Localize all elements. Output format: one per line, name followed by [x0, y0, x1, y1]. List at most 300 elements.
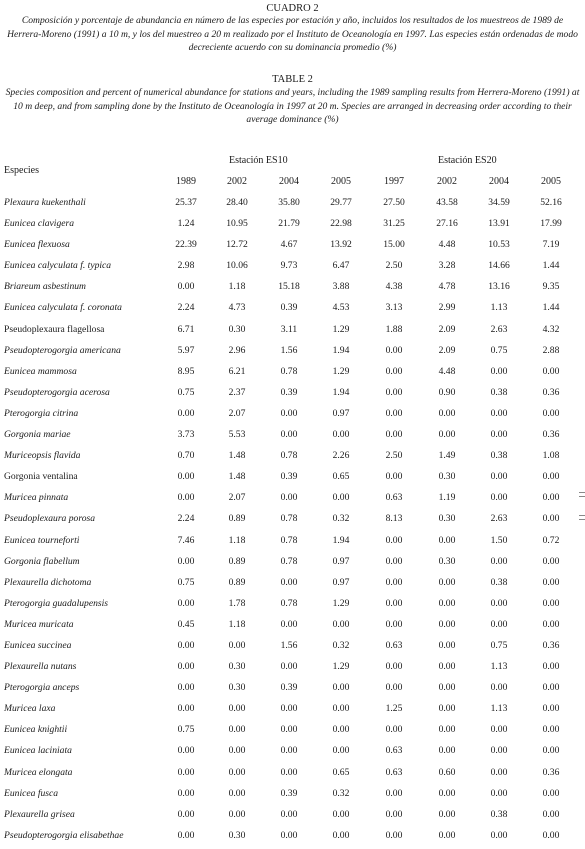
- abundance-value: 6.47: [332, 260, 350, 272]
- abundance-value: 5.97: [177, 344, 195, 356]
- abundance-value: 1.56: [280, 344, 298, 356]
- abundance-value: 2.50: [385, 450, 403, 462]
- abundance-value: 15.00: [383, 239, 405, 251]
- abundance-value: 0.00: [438, 808, 456, 820]
- abundance-value: 1.13: [490, 703, 508, 715]
- species-name: Gorgonia ventalina: [4, 471, 78, 483]
- abundance-value: 3.13: [385, 302, 403, 314]
- abundance-value: 0.00: [542, 745, 560, 757]
- table-row: [0, 195, 585, 216]
- abundance-value: 2.99: [438, 302, 456, 314]
- abundance-value: 31.25: [383, 218, 405, 230]
- abundance-value: 0.32: [332, 787, 350, 799]
- abundance-value: 0.00: [542, 492, 560, 504]
- abundance-value: 1.94: [332, 344, 350, 356]
- abundance-value: 2.26: [332, 450, 350, 462]
- abundance-value: 1.13: [490, 302, 508, 314]
- abundance-value: 0.00: [280, 407, 298, 419]
- abundance-value: 22.98: [330, 218, 352, 230]
- species-header: Especies: [4, 165, 39, 176]
- abundance-value: 0.00: [438, 724, 456, 736]
- abundance-value: 3.11: [280, 323, 298, 335]
- abundance-value: 2.09: [438, 323, 456, 335]
- caption-es-label: CUADRO 2: [266, 3, 319, 14]
- abundance-value: 0.00: [280, 745, 298, 757]
- table-row: [0, 638, 585, 659]
- abundance-value: 43.58: [436, 197, 458, 208]
- abundance-value: 7.46: [177, 534, 195, 546]
- abundance-value: 0.00: [490, 365, 508, 377]
- abundance-value: 0.00: [228, 703, 246, 715]
- abundance-value: 0.00: [438, 829, 456, 841]
- abundance-value: 0.00: [490, 471, 508, 483]
- abundance-value: 1.29: [332, 597, 350, 609]
- abundance-value: 0.00: [177, 682, 195, 694]
- abundance-value: 0.30: [228, 661, 246, 673]
- abundance-value: 1.48: [228, 471, 246, 483]
- table-row: [0, 258, 585, 279]
- abundance-value: 1.56: [280, 639, 298, 651]
- abundance-value: 0.32: [332, 639, 350, 651]
- abundance-value: 0.00: [542, 471, 560, 483]
- table-row: [0, 659, 585, 680]
- abundance-value: 0.00: [385, 597, 403, 609]
- abundance-value: 0.00: [228, 766, 246, 778]
- abundance-value: 0.97: [332, 407, 350, 419]
- species-name: Plexaurella dichotoma: [4, 576, 92, 588]
- abundance-value: 0.00: [438, 429, 456, 441]
- abundance-value: 0.38: [490, 808, 508, 820]
- abundance-value: 9.73: [280, 260, 298, 272]
- abundance-value: 0.00: [385, 808, 403, 820]
- abundance-value: 4.32: [542, 323, 560, 335]
- abundance-value: 0.00: [542, 808, 560, 820]
- abundance-value: 2.50: [385, 260, 403, 272]
- species-name: Muricea muricata: [4, 618, 74, 630]
- abundance-value: 15.18: [278, 281, 300, 293]
- abundance-value: 0.39: [280, 471, 298, 483]
- year-header: 2004: [279, 176, 299, 187]
- table-row: [0, 765, 585, 786]
- abundance-value: 4.73: [228, 302, 246, 314]
- abundance-value: 0.00: [385, 661, 403, 673]
- abundance-value: 17.99: [540, 218, 562, 230]
- page-edge-mark: [579, 519, 585, 520]
- abundance-value: 0.72: [542, 534, 560, 546]
- abundance-value: 0.30: [438, 555, 456, 567]
- abundance-value: 6.21: [228, 365, 246, 377]
- abundance-value: 0.00: [490, 682, 508, 694]
- abundance-value: 0.00: [490, 766, 508, 778]
- abundance-value: 0.30: [228, 323, 246, 335]
- abundance-value: 2.24: [177, 302, 195, 314]
- page-edge-mark: [579, 492, 585, 493]
- abundance-value: 1.25: [385, 703, 403, 715]
- abundance-value: 25.37: [175, 197, 197, 208]
- abundance-value: 0.78: [280, 450, 298, 462]
- abundance-value: 0.63: [385, 745, 403, 757]
- abundance-value: 0.00: [280, 618, 298, 630]
- abundance-value: 0.78: [280, 534, 298, 546]
- abundance-value: 0.00: [542, 703, 560, 715]
- abundance-value: 27.16: [436, 218, 458, 230]
- species-name: Muricea elongata: [4, 766, 73, 778]
- abundance-value: 1.24: [177, 218, 195, 230]
- page-edge-mark: [579, 496, 585, 497]
- abundance-value: 0.00: [177, 787, 195, 799]
- caption-en-text: Species composition and percent of numerical abundance for stations and years, including the 1989 sampling results from Herrera-Moreno (1991) at 10 m deep, and from sampling done by the Instituto de Oceanología in 1997 at 20 m. Species are arranged in decreasing order according to their average dominance (%): [5, 87, 580, 125]
- species-name: Muricea laxa: [4, 703, 56, 715]
- abundance-value: 2.96: [228, 344, 246, 356]
- year-header: 1989: [176, 176, 196, 187]
- abundance-value: 1.50: [490, 534, 508, 546]
- abundance-value: 1.18: [228, 618, 246, 630]
- abundance-value: 0.78: [280, 555, 298, 567]
- species-name: Plexaurella grisea: [4, 808, 75, 820]
- abundance-value: 0.00: [332, 429, 350, 441]
- abundance-value: 0.90: [438, 386, 456, 398]
- species-name: Muriceopsis flavida: [4, 450, 81, 462]
- table-row: [0, 279, 585, 300]
- abundance-value: 0.00: [542, 724, 560, 736]
- abundance-value: 3.88: [332, 281, 350, 293]
- abundance-value: 0.00: [490, 829, 508, 841]
- abundance-value: 0.00: [438, 682, 456, 694]
- species-name: Eunicea mammosa: [4, 365, 77, 377]
- abundance-value: 0.00: [280, 724, 298, 736]
- abundance-value: 0.00: [385, 407, 403, 419]
- abundance-value: 0.39: [280, 302, 298, 314]
- abundance-value: 0.65: [332, 766, 350, 778]
- station-es20-header: Estación ES20: [438, 155, 497, 166]
- abundance-value: 0.39: [280, 386, 298, 398]
- table-row: [0, 511, 585, 532]
- abundance-value: 0.00: [542, 597, 560, 609]
- abundance-value: 0.00: [385, 618, 403, 630]
- abundance-value: 13.92: [330, 239, 352, 251]
- table-row: [0, 617, 585, 638]
- abundance-value: 0.39: [280, 682, 298, 694]
- species-name: Pseudopterogorgia elisabethae: [4, 829, 124, 841]
- species-name: Eunicea clavigera: [4, 218, 75, 230]
- abundance-value: 1.88: [385, 323, 403, 335]
- abundance-value: 0.00: [542, 407, 560, 419]
- table-row: [0, 722, 585, 743]
- abundance-value: 0.00: [332, 492, 350, 504]
- abundance-value: 0.00: [177, 471, 195, 483]
- abundance-value: 0.00: [542, 618, 560, 630]
- abundance-value: 4.53: [332, 302, 350, 314]
- abundance-value: 0.00: [490, 724, 508, 736]
- abundance-value: 0.00: [438, 639, 456, 651]
- species-name: Muricea pinnata: [4, 492, 69, 504]
- abundance-value: 2.24: [177, 513, 195, 525]
- abundance-value: 0.00: [332, 703, 350, 715]
- abundance-value: 0.00: [385, 724, 403, 736]
- abundance-value: 8.95: [177, 365, 195, 377]
- table-row: [0, 807, 585, 828]
- abundance-value: 0.00: [177, 829, 195, 841]
- table-row: [0, 490, 585, 511]
- abundance-value: 0.38: [490, 450, 508, 462]
- abundance-value: 0.00: [438, 787, 456, 799]
- abundance-value: 1.29: [332, 323, 350, 335]
- abundance-value: 0.45: [177, 618, 195, 630]
- abundance-value: 0.00: [228, 724, 246, 736]
- table-row: [0, 680, 585, 701]
- abundance-value: 0.00: [177, 639, 195, 651]
- abundance-value: 0.75: [177, 724, 195, 736]
- abundance-value: 13.91: [488, 218, 510, 230]
- abundance-value: 1.48: [228, 450, 246, 462]
- abundance-value: 2.63: [490, 323, 508, 335]
- species-name: Pterogorgia citrina: [4, 407, 79, 419]
- abundance-value: 0.00: [332, 745, 350, 757]
- abundance-value: 0.00: [177, 766, 195, 778]
- abundance-value: 2.07: [228, 492, 246, 504]
- abundance-value: 0.70: [177, 450, 195, 462]
- abundance-value: 0.00: [438, 407, 456, 419]
- abundance-value: 0.00: [280, 661, 298, 673]
- abundance-value: 4.38: [385, 281, 403, 293]
- species-name: Eunicea fusca: [4, 787, 59, 799]
- abundance-value: 0.00: [490, 787, 508, 799]
- abundance-value: 0.00: [385, 682, 403, 694]
- abundance-value: 0.78: [280, 597, 298, 609]
- abundance-value: 0.00: [332, 829, 350, 841]
- species-name: Pseudopterogorgia acerosa: [4, 386, 110, 398]
- table-row: [0, 701, 585, 722]
- abundance-value: 0.00: [542, 365, 560, 377]
- abundance-value: 0.00: [385, 576, 403, 588]
- abundance-value: 35.80: [278, 197, 300, 208]
- species-name: Eunicea flexuosa: [4, 239, 70, 251]
- abundance-value: 3.73: [177, 429, 195, 441]
- abundance-value: 0.38: [490, 576, 508, 588]
- abundance-value: 10.53: [488, 239, 510, 251]
- abundance-value: 0.00: [177, 661, 195, 673]
- abundance-value: 0.36: [542, 429, 560, 441]
- abundance-value: 27.50: [383, 197, 405, 208]
- abundance-value: 0.00: [385, 429, 403, 441]
- abundance-value: 34.59: [488, 197, 510, 208]
- year-header: 1997: [384, 176, 404, 187]
- abundance-value: 1.94: [332, 386, 350, 398]
- abundance-value: 0.89: [228, 513, 246, 525]
- abundance-value: 0.00: [490, 407, 508, 419]
- abundance-value: 4.48: [438, 239, 456, 251]
- species-name: Pseudopterogorgia americana: [4, 344, 121, 356]
- abundance-value: 0.00: [385, 471, 403, 483]
- abundance-value: 4.48: [438, 365, 456, 377]
- abundance-value: 0.00: [228, 808, 246, 820]
- abundance-value: 22.39: [175, 239, 197, 251]
- abundance-value: 0.00: [177, 555, 195, 567]
- abundance-value: 0.00: [385, 787, 403, 799]
- abundance-value: 1.18: [228, 534, 246, 546]
- abundance-value: 0.97: [332, 555, 350, 567]
- table-row: [0, 743, 585, 764]
- abundance-value: 0.00: [385, 386, 403, 398]
- abundance-value: 0.00: [490, 429, 508, 441]
- abundance-value: 52.16: [540, 197, 562, 208]
- abundance-value: 0.60: [438, 766, 456, 778]
- abundance-value: 0.63: [385, 766, 403, 778]
- table-row: [0, 216, 585, 237]
- abundance-value: 2.98: [177, 260, 195, 272]
- abundance-value: 0.00: [332, 724, 350, 736]
- abundance-value: 0.30: [438, 471, 456, 483]
- year-header: 2005: [541, 176, 561, 187]
- abundance-value: 0.65: [332, 471, 350, 483]
- abundance-value: 0.00: [280, 576, 298, 588]
- abundance-value: 9.35: [542, 281, 560, 293]
- abundance-value: 0.39: [280, 787, 298, 799]
- table-row: [0, 554, 585, 575]
- species-name: Eunicea succinea: [4, 639, 72, 651]
- species-name: Pterogorgia guadalupensis: [4, 597, 109, 609]
- species-name: Pterogorgia anceps: [4, 682, 80, 694]
- abundance-value: 0.00: [490, 618, 508, 630]
- abundance-value: 0.30: [228, 829, 246, 841]
- abundance-value: 0.00: [542, 829, 560, 841]
- species-name: Pseudoplexaura flagellosa: [4, 323, 105, 335]
- table-row: [0, 237, 585, 258]
- abundance-value: 0.00: [438, 597, 456, 609]
- abundance-value: 0.78: [280, 365, 298, 377]
- abundance-value: 13.16: [488, 281, 510, 293]
- abundance-value: 0.36: [542, 639, 560, 651]
- abundance-value: 0.00: [542, 661, 560, 673]
- abundance-value: 2.09: [438, 344, 456, 356]
- abundance-value: 0.00: [332, 682, 350, 694]
- abundance-value: 21.79: [278, 218, 300, 230]
- abundance-value: 0.00: [177, 703, 195, 715]
- abundance-value: 0.00: [228, 787, 246, 799]
- abundance-value: 1.29: [332, 365, 350, 377]
- abundance-value: 1.78: [228, 597, 246, 609]
- species-name: Gorgonia flabellum: [4, 555, 80, 567]
- abundance-value: 0.30: [438, 513, 456, 525]
- abundance-value: 0.00: [177, 407, 195, 419]
- abundance-value: 0.00: [490, 492, 508, 504]
- abundance-value: 28.40: [226, 197, 248, 208]
- caption-es-text: Composición y porcentaje de abundancia en número de las especies por estación y año, incluidos los resultados de los muestreos de 1989 de Herrera-Moreno (1991) a 10 m, y los del muestreo a 20 m realizado por el Instituto de Oceanología en 1997. Las especies están ordenadas de modo decreciente acuerdo con su dominancia promedio (%): [7, 15, 578, 53]
- species-name: Eunicea laciniata: [4, 745, 72, 757]
- abundance-value: 0.75: [177, 386, 195, 398]
- species-name: Eunicea calyculata f. coronata: [4, 302, 122, 314]
- abundance-value: 5.53: [228, 429, 246, 441]
- abundance-value: 0.00: [385, 534, 403, 546]
- table-row: [0, 364, 585, 385]
- species-name: Eunicea knightii: [4, 724, 68, 736]
- abundance-value: 3.28: [438, 260, 456, 272]
- species-name: Plexaura kuekenthali: [4, 197, 86, 208]
- abundance-value: 1.44: [542, 302, 560, 314]
- abundance-value: 1.44: [542, 260, 560, 272]
- abundance-value: 1.13: [490, 661, 508, 673]
- species-name: Gorgonia mariae: [4, 429, 71, 441]
- abundance-value: 0.78: [280, 513, 298, 525]
- abundance-value: 0.38: [490, 386, 508, 398]
- abundance-value: 0.00: [385, 365, 403, 377]
- table-row: [0, 575, 585, 596]
- abundance-value: 2.88: [542, 344, 560, 356]
- abundance-value: 0.00: [542, 576, 560, 588]
- abundance-value: 1.08: [542, 450, 560, 462]
- abundance-value: 0.00: [438, 534, 456, 546]
- abundance-value: 0.75: [490, 639, 508, 651]
- abundance-value: 0.00: [385, 829, 403, 841]
- year-header: 2002: [437, 176, 457, 187]
- abundance-value: 0.00: [542, 555, 560, 567]
- abundance-value: 0.00: [332, 618, 350, 630]
- abundance-value: 0.63: [385, 492, 403, 504]
- abundance-value: 1.94: [332, 534, 350, 546]
- abundance-value: 0.00: [490, 555, 508, 567]
- abundance-value: 0.00: [280, 703, 298, 715]
- abundance-value: 4.67: [280, 239, 298, 251]
- abundance-value: 0.00: [438, 576, 456, 588]
- abundance-value: 0.00: [542, 513, 560, 525]
- abundance-value: 0.00: [385, 344, 403, 356]
- table-row: [0, 406, 585, 427]
- year-header: 2002: [227, 176, 247, 187]
- table-row: [0, 343, 585, 364]
- abundance-value: 0.32: [332, 513, 350, 525]
- table-row: [0, 533, 585, 554]
- abundance-value: 0.00: [332, 808, 350, 820]
- table-row: [0, 427, 585, 448]
- abundance-value: 10.95: [226, 218, 248, 230]
- abundance-value: 0.00: [542, 787, 560, 799]
- abundance-value: 0.00: [438, 661, 456, 673]
- abundance-value: 0.75: [177, 576, 195, 588]
- abundance-value: 0.89: [228, 576, 246, 588]
- abundance-value: 0.00: [280, 766, 298, 778]
- abundance-value: 0.00: [280, 429, 298, 441]
- species-name: Eunicea calyculata f. typica: [4, 260, 112, 272]
- abundance-value: 0.00: [228, 639, 246, 651]
- abundance-value: 1.19: [438, 492, 456, 504]
- abundance-value: 14.66: [488, 260, 510, 272]
- abundance-value: 0.00: [438, 703, 456, 715]
- abundance-value: 0.00: [385, 555, 403, 567]
- abundance-value: 0.63: [385, 639, 403, 651]
- abundance-value: 12.72: [226, 239, 248, 251]
- table-row: [0, 300, 585, 321]
- table-row: [0, 385, 585, 406]
- table-row: [0, 448, 585, 469]
- abundance-value: 4.78: [438, 281, 456, 293]
- abundance-value: 0.75: [490, 344, 508, 356]
- abundance-value: 0.00: [280, 829, 298, 841]
- abundance-value: 0.00: [280, 492, 298, 504]
- table-row: [0, 596, 585, 617]
- species-name: Briareum asbestinum: [4, 281, 86, 293]
- year-header: 2004: [489, 176, 509, 187]
- abundance-value: 0.00: [177, 745, 195, 757]
- abundance-value: 0.00: [177, 597, 195, 609]
- abundance-value: 1.18: [228, 281, 246, 293]
- abundance-value: 8.13: [385, 513, 403, 525]
- species-name: Eunicea tourneforti: [4, 534, 80, 546]
- abundance-value: 1.49: [438, 450, 456, 462]
- page-edge-mark: [579, 515, 585, 516]
- table-body: [0, 195, 585, 849]
- abundance-value: 2.37: [228, 386, 246, 398]
- species-name: Pseudoplexaura porosa: [4, 513, 96, 525]
